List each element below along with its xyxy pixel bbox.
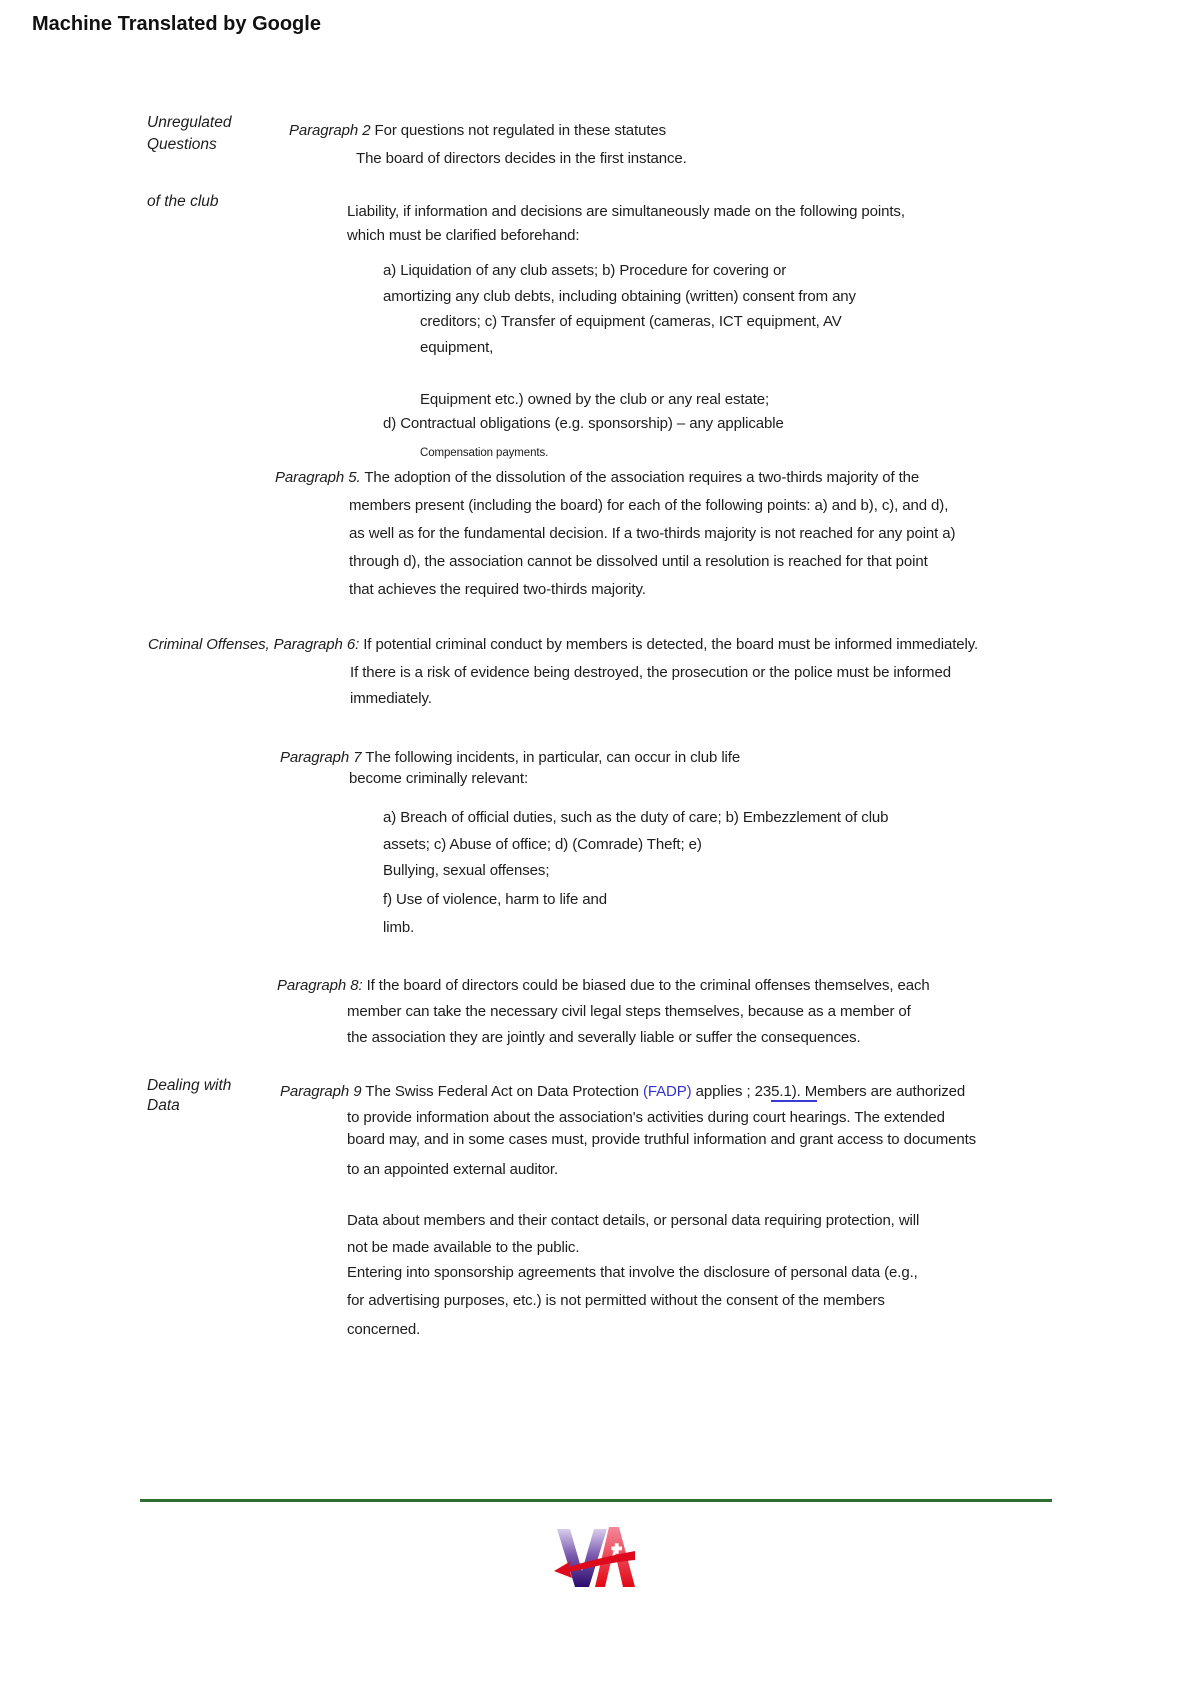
paragraph-2-lead: Paragraph 2 — [289, 122, 371, 139]
paragraph-7-text: The following incidents, in particular, can occur in club life — [361, 749, 741, 766]
paragraph-7-line-1 — [280, 749, 740, 767]
paragraph-6-line-2: If there is a risk of evidence being destroyed, the prosecution or the police must be informed — [350, 664, 951, 681]
data-block-line-2: not be made available to the public. — [347, 1239, 580, 1256]
margin-label-dealing-2: Data — [147, 1097, 180, 1114]
paragraph-7-lead: Paragraph 7 — [280, 749, 362, 766]
translation-banner: Machine Translated by Google — [32, 13, 321, 35]
list-item-d: d) Contractual obligations (e.g. sponsorship) – any applicable — [383, 415, 784, 432]
paragraph-6-lead: Criminal Offenses, Paragraph 6: — [148, 636, 360, 653]
offense-list-line-3: Bullying, sexual offenses; — [383, 862, 550, 879]
fadp-link[interactable]: (FADP) — [642, 1083, 692, 1100]
data-block-line-1: Data about members and their contact details, or personal data requiring protection, will — [347, 1212, 920, 1229]
paragraph-8-text: If the board of directors could be biased due to the criminal offenses themselves, each — [362, 977, 930, 994]
paragraph-5-line-5: that achieves the required two-thirds majority. — [349, 581, 646, 598]
va-logo — [551, 1519, 639, 1593]
paragraph-5-text: The adoption of the dissolution of the association requires a two-thirds majority of the — [360, 469, 920, 486]
margin-label-of-the-club: of the club — [147, 193, 219, 210]
data-block-line-4: for advertising purposes, etc.) is not permitted without the consent of the members — [347, 1292, 885, 1309]
liability-line-1: Liability, if information and decisions are simultaneously made on the following points, — [347, 203, 905, 220]
paragraph-9-lead: Paragraph 9 — [280, 1083, 362, 1100]
paragraph-9-line-4: to an appointed external auditor. — [347, 1161, 559, 1178]
liability-line-2: which must be clarified beforehand: — [347, 227, 580, 244]
offense-list-line-2: assets; c) Abuse of office; d) (Comrade) Theft; e) — [383, 836, 702, 853]
paragraph-2-line-1 — [289, 122, 666, 140]
compensation-note: Compensation payments. — [420, 447, 549, 459]
paragraph-8-line-2: member can take the necessary civil legal steps themselves, because as a member of — [347, 1003, 911, 1020]
list-item-c: creditors; c) Transfer of equipment (cameras, ICT equipment, AV — [420, 313, 842, 330]
paragraph-5-line-2: members present (including the board) for each of the following points: a) and b), c), and d), — [349, 497, 949, 514]
paragraph-9-text-2: applies ; 23 — [691, 1083, 772, 1100]
paragraph-5-lead: Paragraph 5. — [275, 469, 361, 486]
paragraph-9-line-2: to provide information about the association's activities during court hearings. The extended — [347, 1109, 945, 1126]
offense-list-line-4: f) Use of violence, harm to life and — [383, 891, 608, 908]
paragraph-2-line-2: The board of directors decides in the first instance. — [356, 150, 687, 167]
paragraph-9-line-1 — [280, 1083, 965, 1101]
list-item-a-cont: amortizing any club debts, including obtaining (written) consent from any — [383, 288, 856, 305]
margin-label-dealing-1: Dealing with — [147, 1077, 232, 1094]
paragraph-5-line-4: through d), the association cannot be dissolved until a resolution is reached for that point — [349, 553, 928, 570]
paragraph-6-text: If potential criminal conduct by members is detected, the board must be informed immediately. — [359, 636, 979, 653]
paragraph-8-line-3: the association they are jointly and severally liable or suffer the consequences. — [347, 1029, 861, 1046]
data-block-line-5: concerned. — [347, 1321, 421, 1338]
list-item-c-cont-2: Equipment etc.) owned by the club or any real estate; — [420, 391, 770, 408]
paragraph-5-line-1 — [275, 469, 919, 487]
paragraph-6-line-1 — [148, 636, 978, 654]
paragraph-2-text: For questions not regulated in these statutes — [370, 122, 667, 139]
data-block-line-3: Entering into sponsorship agreements that involve the disclosure of personal data (e.g., — [347, 1264, 918, 1281]
paragraph-9-text-1: The Swiss Federal Act on Data Protection — [361, 1083, 643, 1100]
paragraph-9-text-3: embers are authorized — [817, 1083, 966, 1100]
logo-swiss-cross-v — [615, 1543, 619, 1554]
footer-divider — [140, 1499, 1052, 1502]
paragraph-7-line-2: become criminally relevant: — [349, 770, 529, 787]
paragraph-5-line-3: as well as for the fundamental decision. If a two-thirds majority is not reached for any point a) — [349, 525, 956, 542]
paragraph-8-lead: Paragraph 8: — [277, 977, 363, 994]
paragraph-8-line-1 — [277, 977, 930, 995]
offense-list-line-5: limb. — [383, 919, 415, 936]
list-item-c-cont: equipment, — [420, 339, 494, 356]
paragraph-9-line-3: board may, and in some cases must, provide truthful information and grant access to documents — [347, 1131, 977, 1148]
offense-list-line-1: a) Breach of official duties, such as the duty of care; b) Embezzlement of club — [383, 809, 889, 826]
margin-label-unregulated-1: Unregulated — [147, 114, 232, 131]
margin-label-unregulated-2: Questions — [147, 136, 217, 153]
paragraph-6-line-3: immediately. — [350, 690, 432, 707]
list-item-a: a) Liquidation of any club assets; b) Procedure for covering or — [383, 262, 787, 279]
reference-underline[interactable]: 5.1). M — [771, 1083, 818, 1100]
